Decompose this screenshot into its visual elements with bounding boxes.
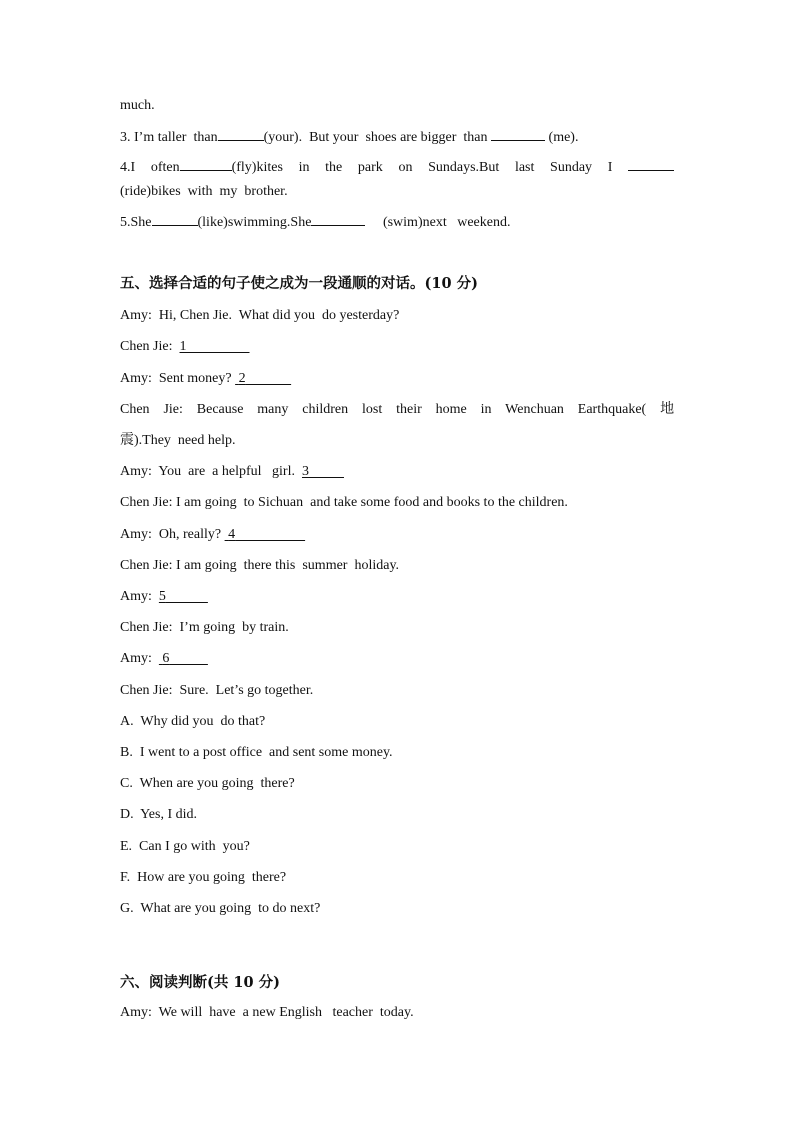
dialogue-line: Amy: You are a helpful girl. 3 (120, 463, 344, 481)
answer-blank[interactable] (218, 126, 264, 141)
question-4: 4.I often (fly)kites in the park on Sundays.But last Sunday I (120, 156, 674, 177)
option-f: F. How are you going there? (120, 870, 287, 885)
dialogue-line-continuation: 震).They need help. (120, 433, 236, 448)
dialogue-line: Chen Jie: I’m going by train. (120, 620, 289, 635)
question-4-continuation: (ride)bikes with my brother. (120, 184, 288, 199)
reading-line: Amy: We will have a new English teacher today. (120, 1005, 414, 1020)
dialogue-line: Amy: Oh, really? 4 (120, 526, 305, 544)
question-3: 3. I’m taller than (your). But your shoes are bigger than (me). (120, 126, 578, 147)
dialogue-line: Amy: Hi, Chen Jie. What did you do yesterday? (120, 308, 400, 323)
answer-blank[interactable]: 6 (162, 651, 170, 666)
answer-blank[interactable]: 2 (238, 371, 246, 386)
answer-blank[interactable] (152, 211, 198, 226)
option-e: E. Can I go with you? (120, 839, 250, 854)
dialogue-line: Chen Jie: Sure. Let’s go together. (120, 683, 314, 698)
answer-blank[interactable] (311, 211, 365, 226)
dialogue-line: Amy: Sent money? 2 (120, 370, 291, 388)
answer-blank[interactable] (628, 156, 674, 171)
dialogue-line: Chen Jie: I am going to Sichuan and take some food and books to the children. (120, 495, 568, 510)
dialogue-line: Chen Jie: I am going there this summer holiday. (120, 558, 400, 573)
answer-blank[interactable] (491, 126, 545, 141)
option-g: G. What are you going to do next? (120, 901, 321, 916)
question-5: 5.She (like)swimming.She (swim)next weekend. (120, 211, 510, 232)
section-5-heading: 五、选择合适的句子使之成为一段通顺的对话。(10 分) (120, 275, 478, 292)
section-6-heading: 六、阅读判断(共 10 分) (120, 974, 280, 991)
option-d: D. Yes, I did. (120, 807, 198, 822)
answer-blank[interactable]: 1 (179, 339, 187, 354)
option-a: A. Why did you do that? (120, 714, 266, 729)
answer-blank[interactable]: 4 (228, 527, 236, 542)
dialogue-line: Chen Jie: 1 (120, 338, 250, 356)
answer-blank[interactable]: 3 (301, 464, 309, 479)
answer-blank[interactable] (180, 156, 232, 171)
option-c: C. When are you going there? (120, 776, 295, 791)
dialogue-line: Amy: 5 (120, 588, 208, 606)
dialogue-line: Amy: 6 (120, 650, 208, 668)
answer-blank[interactable]: 5 (158, 589, 166, 604)
q2-continuation: much. (120, 98, 155, 113)
dialogue-line: Chen Jie: Because many children lost their home in Wenchuan Earthquake( 地 (120, 402, 675, 417)
option-b: B. I went to a post office and sent some money. (120, 745, 393, 760)
